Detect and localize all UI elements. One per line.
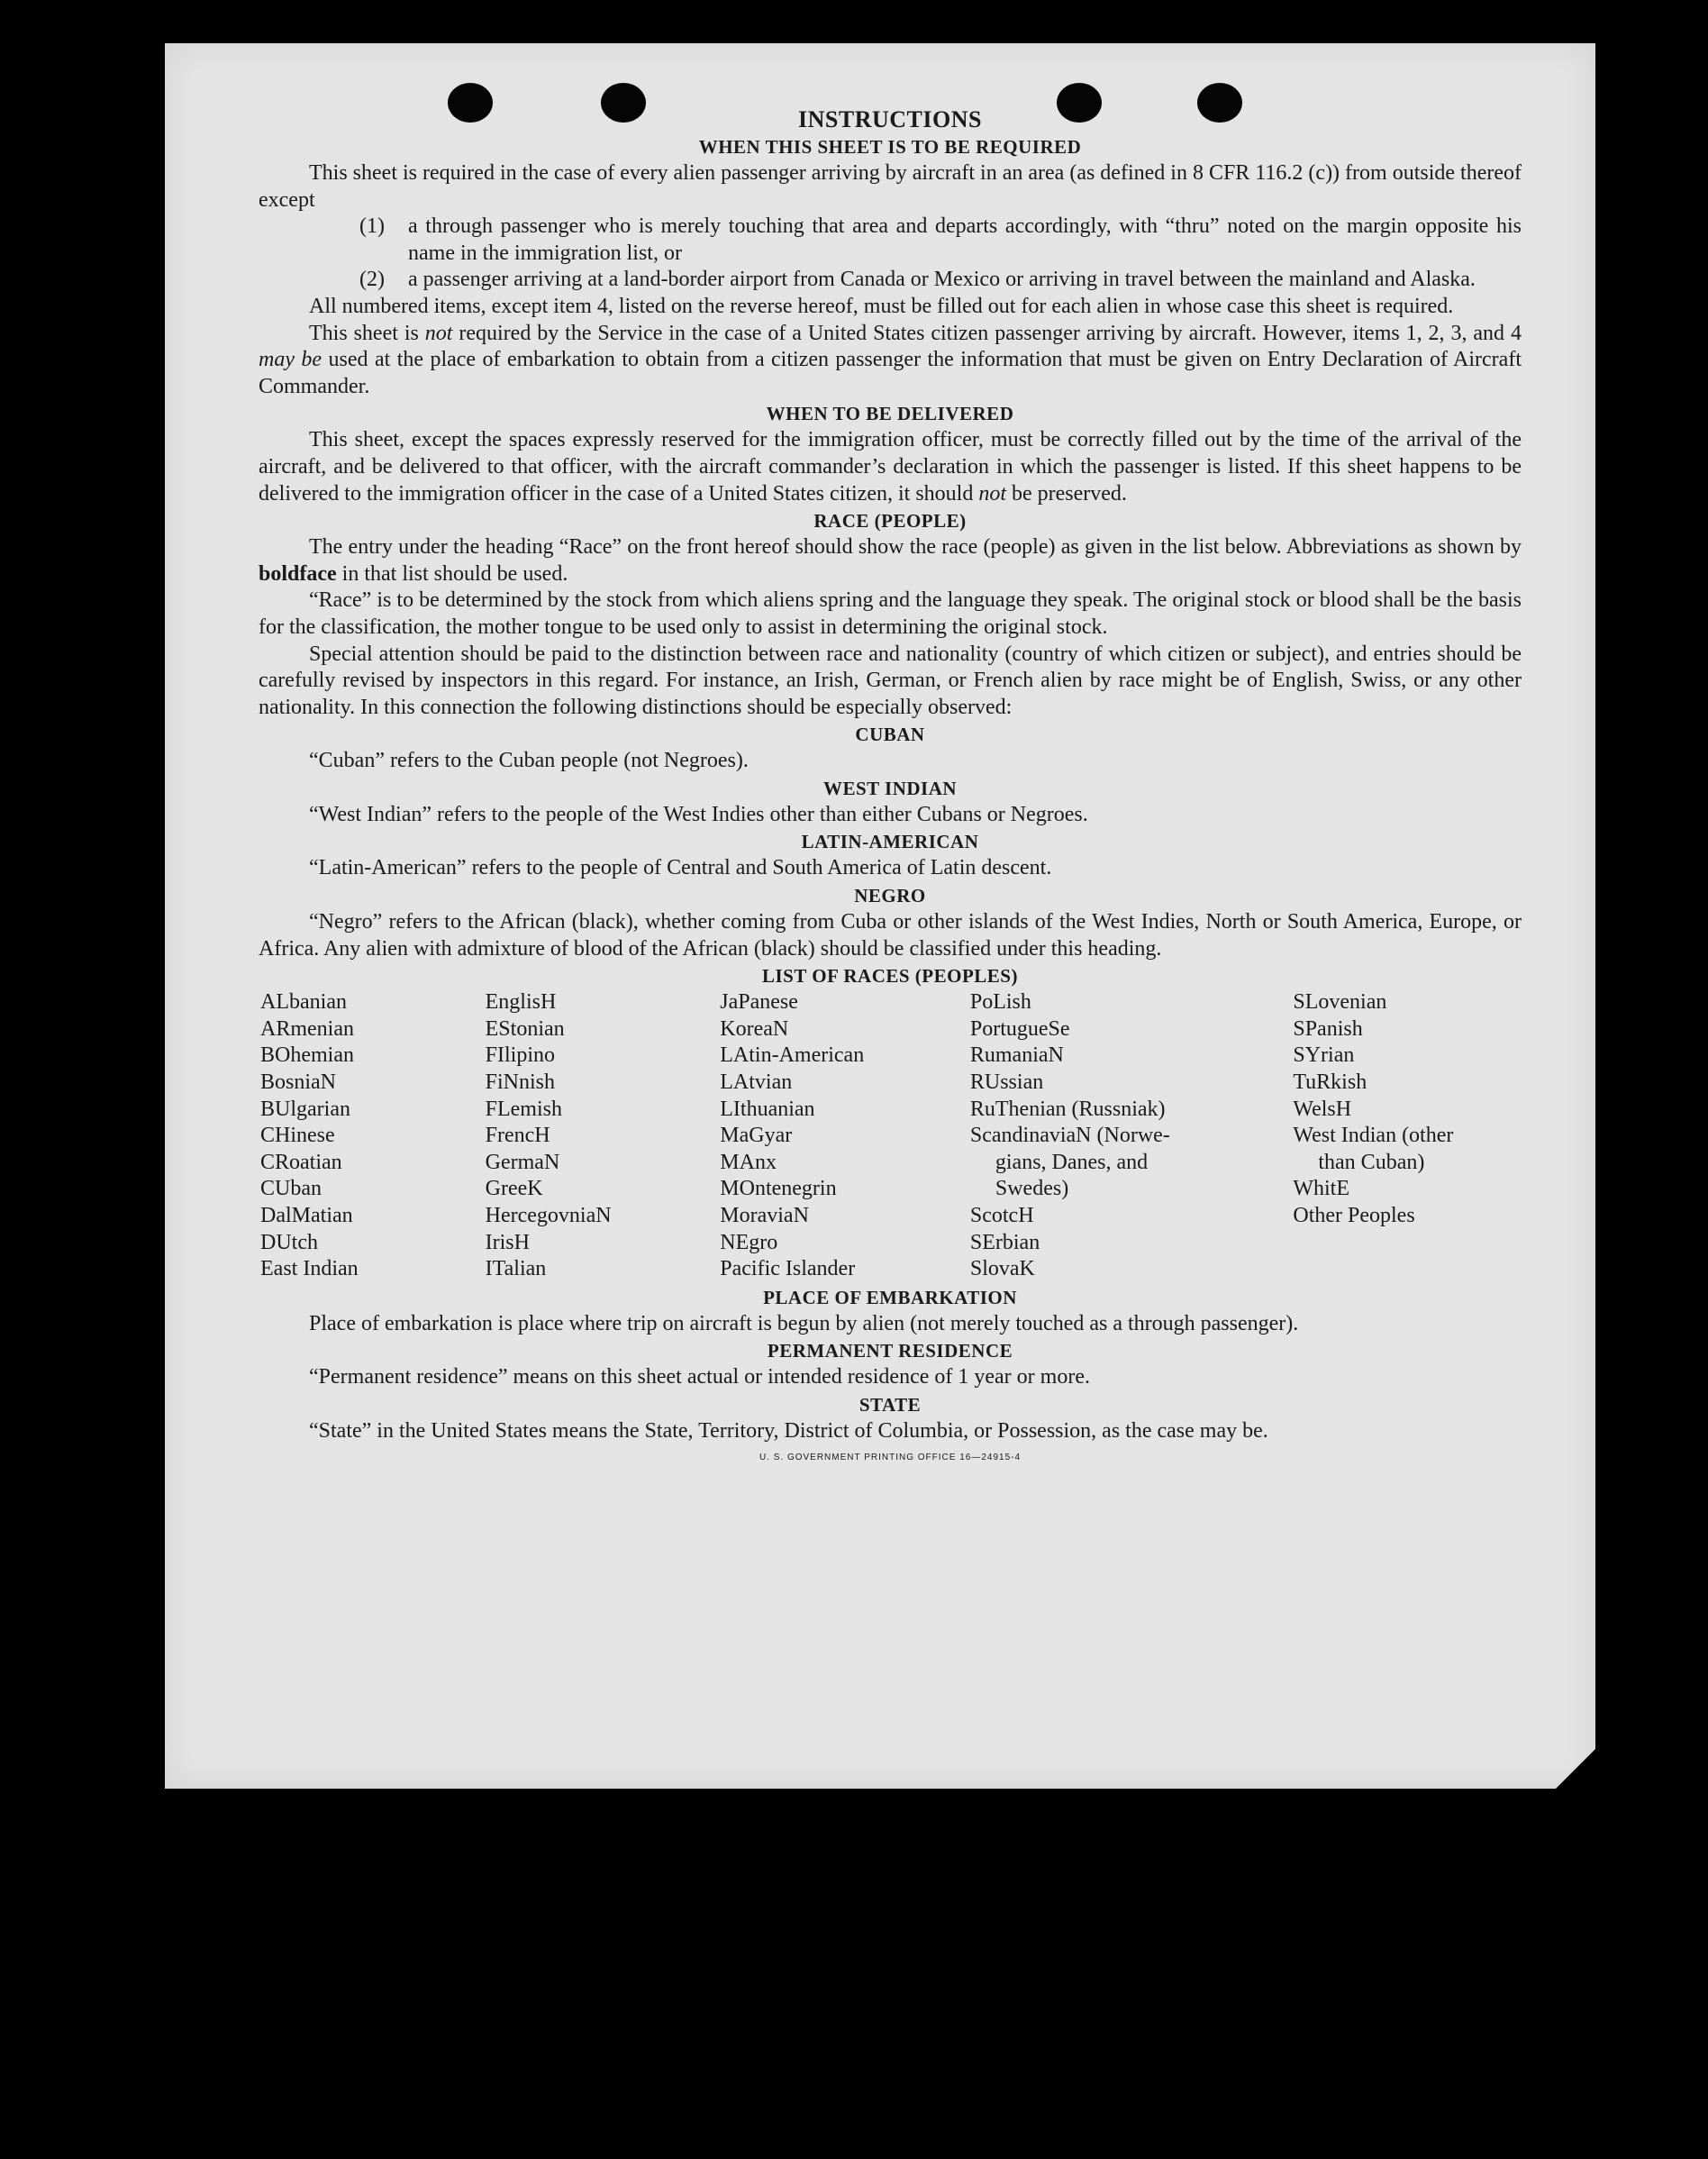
race-entry: Other Peoples (1293, 1204, 1415, 1227)
heading-negro: NEGRO (854, 885, 926, 907)
race-entry: RumaniaN (969, 1043, 1064, 1068)
race-entry: BUlgarian (260, 1097, 350, 1121)
heading-latin-american: LATIN-AMERICAN (801, 831, 979, 853)
exception-text: a passenger arriving at a land-border airport from Canada or Mexico or arriving in travel between the mainland and Alaska. (408, 268, 1476, 292)
race-entry: TuRkish (1293, 1070, 1367, 1095)
heading-race: RACE (PEOPLE) (813, 510, 967, 533)
race-entry: Pacific Islander (720, 1257, 856, 1281)
race-entry: FIlipino (485, 1043, 555, 1068)
race-entry: RuThenian (Russniak) (969, 1097, 1166, 1121)
race-entry: SlovaK (969, 1257, 1035, 1281)
race-entry: IrisH (485, 1230, 530, 1254)
exception-item-1 (259, 214, 1522, 267)
title-instructions: INSTRUCTIONS (798, 106, 982, 132)
race-entry: BosniaN (260, 1070, 336, 1095)
race-entry: PortugueSe (969, 1016, 1070, 1041)
heading-list-of-races: LIST OF RACES (PEOPLES) (762, 965, 1018, 988)
paragraph-special-attention: Special attention should be paid to the distinction between race and nationality (country of which citizen or subject), and entries should be carefully revised by inspectors in this regard. For instance, an Irish, German, or French alien by race might be of English, Swiss, or any other nationality. In this connection the following distinctions should be especially observed: (259, 642, 1522, 719)
paragraph-all-numbered: All numbered items, except item 4, listed on the reverse hereof, must be filled out for each alien in whose case this sheet is required. (309, 294, 1454, 318)
instructions-content (259, 106, 1522, 1462)
race-entry: CRoatian (260, 1150, 342, 1174)
race-entry: HercegovniaN (485, 1204, 612, 1227)
race-entry: PoLish (969, 990, 1031, 1015)
folded-corner (1556, 1749, 1595, 1789)
exception-number: (2) (359, 268, 385, 292)
exception-number: (1) (359, 214, 385, 239)
race-entry: FLemish (485, 1097, 562, 1121)
heading-when-delivered: WHEN TO BE DELIVERED (766, 403, 1014, 425)
races-column-1 (260, 989, 486, 1283)
race-entry: CHinese (260, 1124, 335, 1148)
race-entry: RUssian (969, 1070, 1044, 1095)
race-entry: SErbian (969, 1230, 1040, 1254)
heading-state: STATE (859, 1393, 922, 1416)
race-entry: LAtvian (720, 1070, 793, 1095)
heading-west-indian: WEST INDIAN (822, 777, 958, 799)
race-entry: West Indian (other (1293, 1124, 1454, 1148)
paragraph-cuban: “Cuban” refers to the Cuban people (not Negroes). (309, 749, 749, 773)
race-entry: ARmenian (260, 1016, 354, 1041)
race-entry: JaPanese (720, 990, 798, 1015)
printer-imprint: U. S. GOVERNMENT PRINTING OFFICE 16—24915-4 (759, 1452, 1022, 1462)
race-entry: MoraviaN (720, 1204, 809, 1227)
paragraph-negro: “Negro” refers to the African (black), whether coming from Cuba or other islands of the West Indies, North or South America, Europe, or Africa. Any alien with admixture of blood of the African (black) should be classified under this heading. (259, 910, 1522, 961)
document-sheet (165, 43, 1595, 1789)
race-entry: LIthuanian (720, 1097, 815, 1121)
race-entry: LAtin-American (720, 1043, 865, 1068)
race-entry: DalMatian (260, 1204, 353, 1227)
race-entry: MaGyar (720, 1124, 793, 1148)
race-entry: WhitE (1293, 1177, 1350, 1201)
paragraph-latin-american: “Latin-American” refers to the people of Central and South America of Latin descent. (309, 856, 1052, 880)
heading-permanent-residence: PERMANENT RESIDENCE (767, 1340, 1013, 1362)
paragraph-delivered: This sheet, except the spaces expressly reserved for the immigration officer, must be correctly filled out by the time of the arrival of the aircraft, and be delivered to that officer, with the aircraft commander’s declaration in which the passenger is listed. If this sheet happens to be delivered to the immigration officer in the case of a United States citizen, it should not be preserved. (259, 428, 1522, 506)
race-entry: gians, Danes, and (995, 1150, 1149, 1174)
race-entry: MAnx (720, 1150, 777, 1174)
race-entry: East Indian (260, 1257, 359, 1281)
race-entry: ITalian (485, 1257, 547, 1281)
races-column-5 (1293, 989, 1522, 1283)
race-entry: than Cuban) (1318, 1150, 1425, 1174)
race-entry: BOhemian (260, 1043, 354, 1068)
race-entry: CUban (260, 1177, 322, 1201)
race-entry: GreeK (485, 1177, 543, 1201)
exception-text: a through passenger who is merely touching that area and departs accordingly, with “thru” noted on the margin opposite his name in the immigration list, or (408, 214, 1522, 265)
paragraph-residence: “Permanent residence” means on this sheet actual or intended residence of 1 year or more. (309, 1365, 1090, 1389)
race-entry: FiNnish (485, 1070, 555, 1095)
races-column-3 (720, 989, 970, 1283)
race-entry: DUtch (260, 1230, 318, 1254)
heading-when-required: WHEN THIS SHEET IS TO BE REQUIRED (698, 136, 1082, 158)
race-entry: NEgro (720, 1230, 778, 1254)
paragraph-race-entry: The entry under the heading “Race” on the front hereof should show the race (people) as given in the list below. Abbreviations as shown by boldface in that list should be used. (259, 535, 1522, 586)
race-entry: SLovenian (1293, 990, 1387, 1015)
race-entry: EnglisH (485, 990, 557, 1015)
races-column-4 (970, 989, 1293, 1283)
paragraph-west-indian: “West Indian” refers to the people of the West Indies other than either Cubans or Negroes. (309, 802, 1088, 826)
race-entry: ALbanian (260, 990, 347, 1015)
race-entry: Swedes) (995, 1177, 1069, 1201)
paragraph-state: “State” in the United States means the State, Territory, District of Columbia, or Possession, as the case may be. (309, 1418, 1268, 1443)
races-list (260, 989, 1522, 1283)
paragraph-race-stock: “Race” is to be determined by the stock from which aliens spring and the language they speak. The original stock or blood shall be the basis for the classification, the mother tongue to be used only to assist in determining the original stock. (259, 588, 1522, 639)
race-entry: SPanish (1293, 1016, 1363, 1041)
race-entry: SYrian (1293, 1043, 1355, 1068)
race-entry: ScandinaviaN (Norwe- (969, 1124, 1170, 1148)
race-entry: MOntenegrin (720, 1177, 837, 1201)
heading-cuban: CUBAN (855, 724, 925, 746)
race-entry: KoreaN (720, 1016, 789, 1041)
paragraph-embarkation: Place of embarkation is place where trip on aircraft is begun by alien (not merely touched as a through passenger). (309, 1311, 1299, 1335)
race-entry: WelsH (1293, 1097, 1352, 1121)
race-entry: FrencH (485, 1124, 550, 1148)
heading-place-of-embarkation: PLACE OF EMBARKATION (763, 1286, 1017, 1308)
races-column-2 (486, 989, 721, 1283)
paragraph-citizen: This sheet is not required by the Service in the case of a United States citizen passenger arriving by aircraft. However, items 1, 2, 3, and 4 may be used at the place of embarkation to obtain from a citizen passenger the information that must be given on Entry Declaration of Aircraft Commander. (259, 321, 1522, 398)
race-entry: ScotcH (969, 1204, 1034, 1227)
race-entry: EStonian (485, 1016, 565, 1041)
exception-item-2 (259, 267, 1522, 294)
race-entry: GermaN (485, 1150, 560, 1174)
paragraph-required-intro: This sheet is required in the case of every alien passenger arriving by aircraft in an area (as defined in 8 CFR 116.2 (c)) from outside thereof except (259, 161, 1522, 212)
